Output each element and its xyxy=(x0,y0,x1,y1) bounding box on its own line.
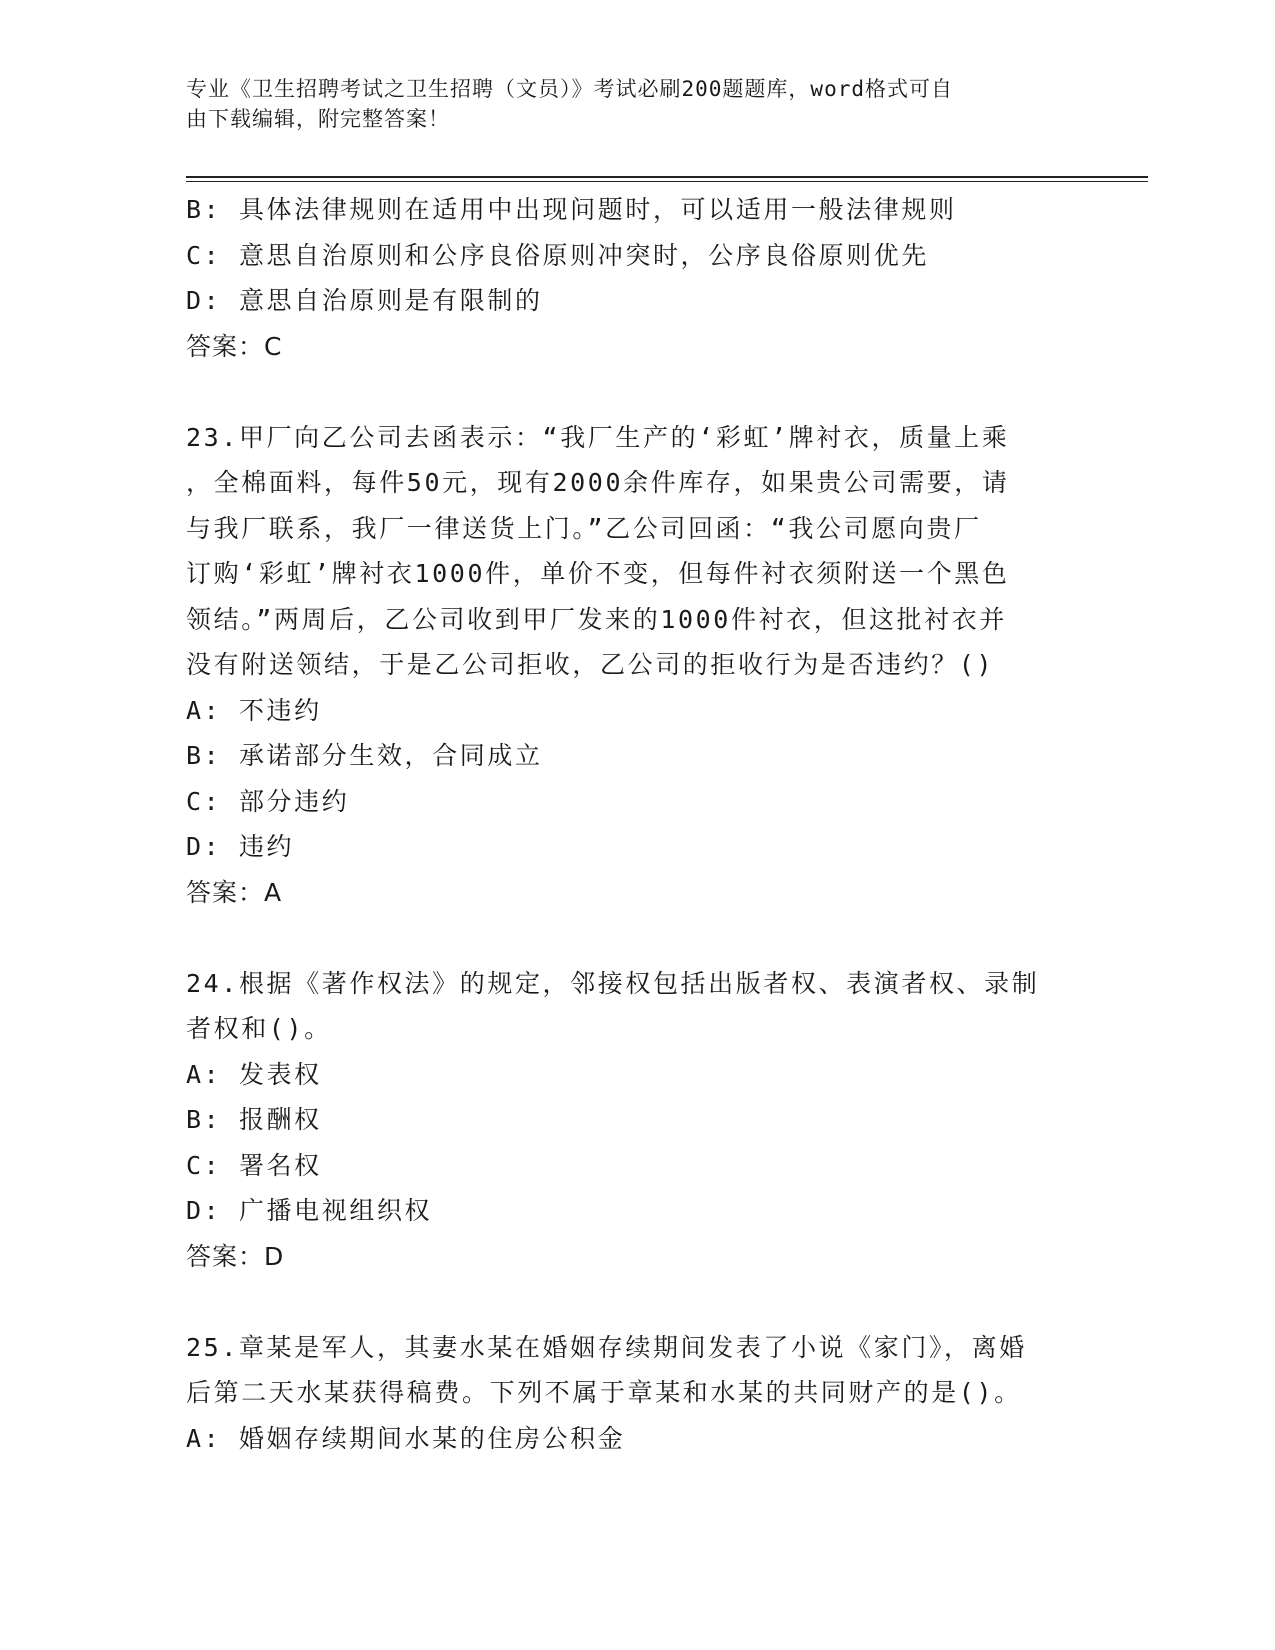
question-25 xyxy=(186,1325,1086,1462)
header-divider-thin xyxy=(186,181,1148,182)
header-line-1: 专业《卫生招聘考试之卫生招聘（文员）》考试必刷200题题库，word格式可自 xyxy=(186,77,953,101)
question-22-option-d: D: 意思自治原则是有限制的 xyxy=(186,286,543,315)
question-24-option-b: B: 报酬权 xyxy=(186,1105,322,1134)
question-25-stem-line-2: 后第二天水某获得稿费。下列不属于章某和水某的共同财产的是()。 xyxy=(186,1378,1022,1407)
question-25-option-a: A: 婚姻存续期间水某的住房公积金 xyxy=(186,1423,626,1453)
question-23-stem-line-4: 订购‘彩虹’牌衬衣1000件，单价不变，但每件衬衣须附送一个黑色 xyxy=(186,559,1010,588)
question-24-option-a: A: 发表权 xyxy=(186,1059,322,1089)
question-23-option-d: D: 违约 xyxy=(186,832,295,861)
question-24 xyxy=(186,961,1086,1280)
question-24-option-d: D: 广播电视组织权 xyxy=(186,1196,433,1225)
document-body xyxy=(186,187,1086,1461)
question-22-option-c: C: 意思自治原则和公序良俗原则冲突时，公序良俗原则优先 xyxy=(186,240,929,270)
question-23-stem-line-6: 没有附送领结，于是乙公司拒收，乙公司的拒收行为是否违约？() xyxy=(186,650,995,679)
question-22-option-b: B: 具体法律规则在适用中出现问题时，可以适用一般法律规则 xyxy=(186,195,957,224)
question-23-option-a: A: 不违约 xyxy=(186,695,322,725)
question-spacer xyxy=(186,369,1086,415)
question-23-stem-line-5: 领结。”两周后，乙公司收到甲厂发来的1000件衬衣，但这批衬衣并 xyxy=(186,604,1007,634)
question-24-option-c: C: 署名权 xyxy=(186,1150,322,1180)
question-25-stem-line-1: 25.章某是军人，其妻水某在婚姻存续期间发表了小说《家门》，离婚 xyxy=(186,1332,1027,1362)
document-header xyxy=(186,74,1066,134)
question-24-answer: 答案：D xyxy=(186,1241,285,1271)
header-line-2: 由下载编辑，附完整答案！ xyxy=(186,107,450,131)
question-23-stem-line-3: 与我厂联系，我厂一律送货上门。”乙公司回函：“我公司愿向贵厂 xyxy=(186,513,982,543)
question-22-answer: 答案：C xyxy=(186,331,283,361)
question-22 xyxy=(186,187,1086,369)
question-spacer xyxy=(186,915,1086,961)
question-23-stem-line-2: ，全棉面料，每件50元，现有2000余件库存，如果贵公司需要，请 xyxy=(186,468,1010,497)
question-24-stem-line-2: 者权和()。 xyxy=(186,1014,332,1043)
question-24-stem-line-1: 24.根据《著作权法》的规定，邻接权包括出版者权、表演者权、录制 xyxy=(186,968,1040,998)
question-23-stem-line-1: 23.甲厂向乙公司去函表示：“我厂生产的‘彩虹’牌衬衣，质量上乘 xyxy=(186,422,1010,452)
question-23-option-b: B: 承诺部分生效，合同成立 xyxy=(186,741,543,770)
question-spacer xyxy=(186,1279,1086,1325)
question-23 xyxy=(186,415,1086,916)
question-23-option-c: C: 部分违约 xyxy=(186,786,350,816)
header-divider-thick xyxy=(186,176,1148,178)
question-23-answer: 答案：A xyxy=(186,877,283,907)
